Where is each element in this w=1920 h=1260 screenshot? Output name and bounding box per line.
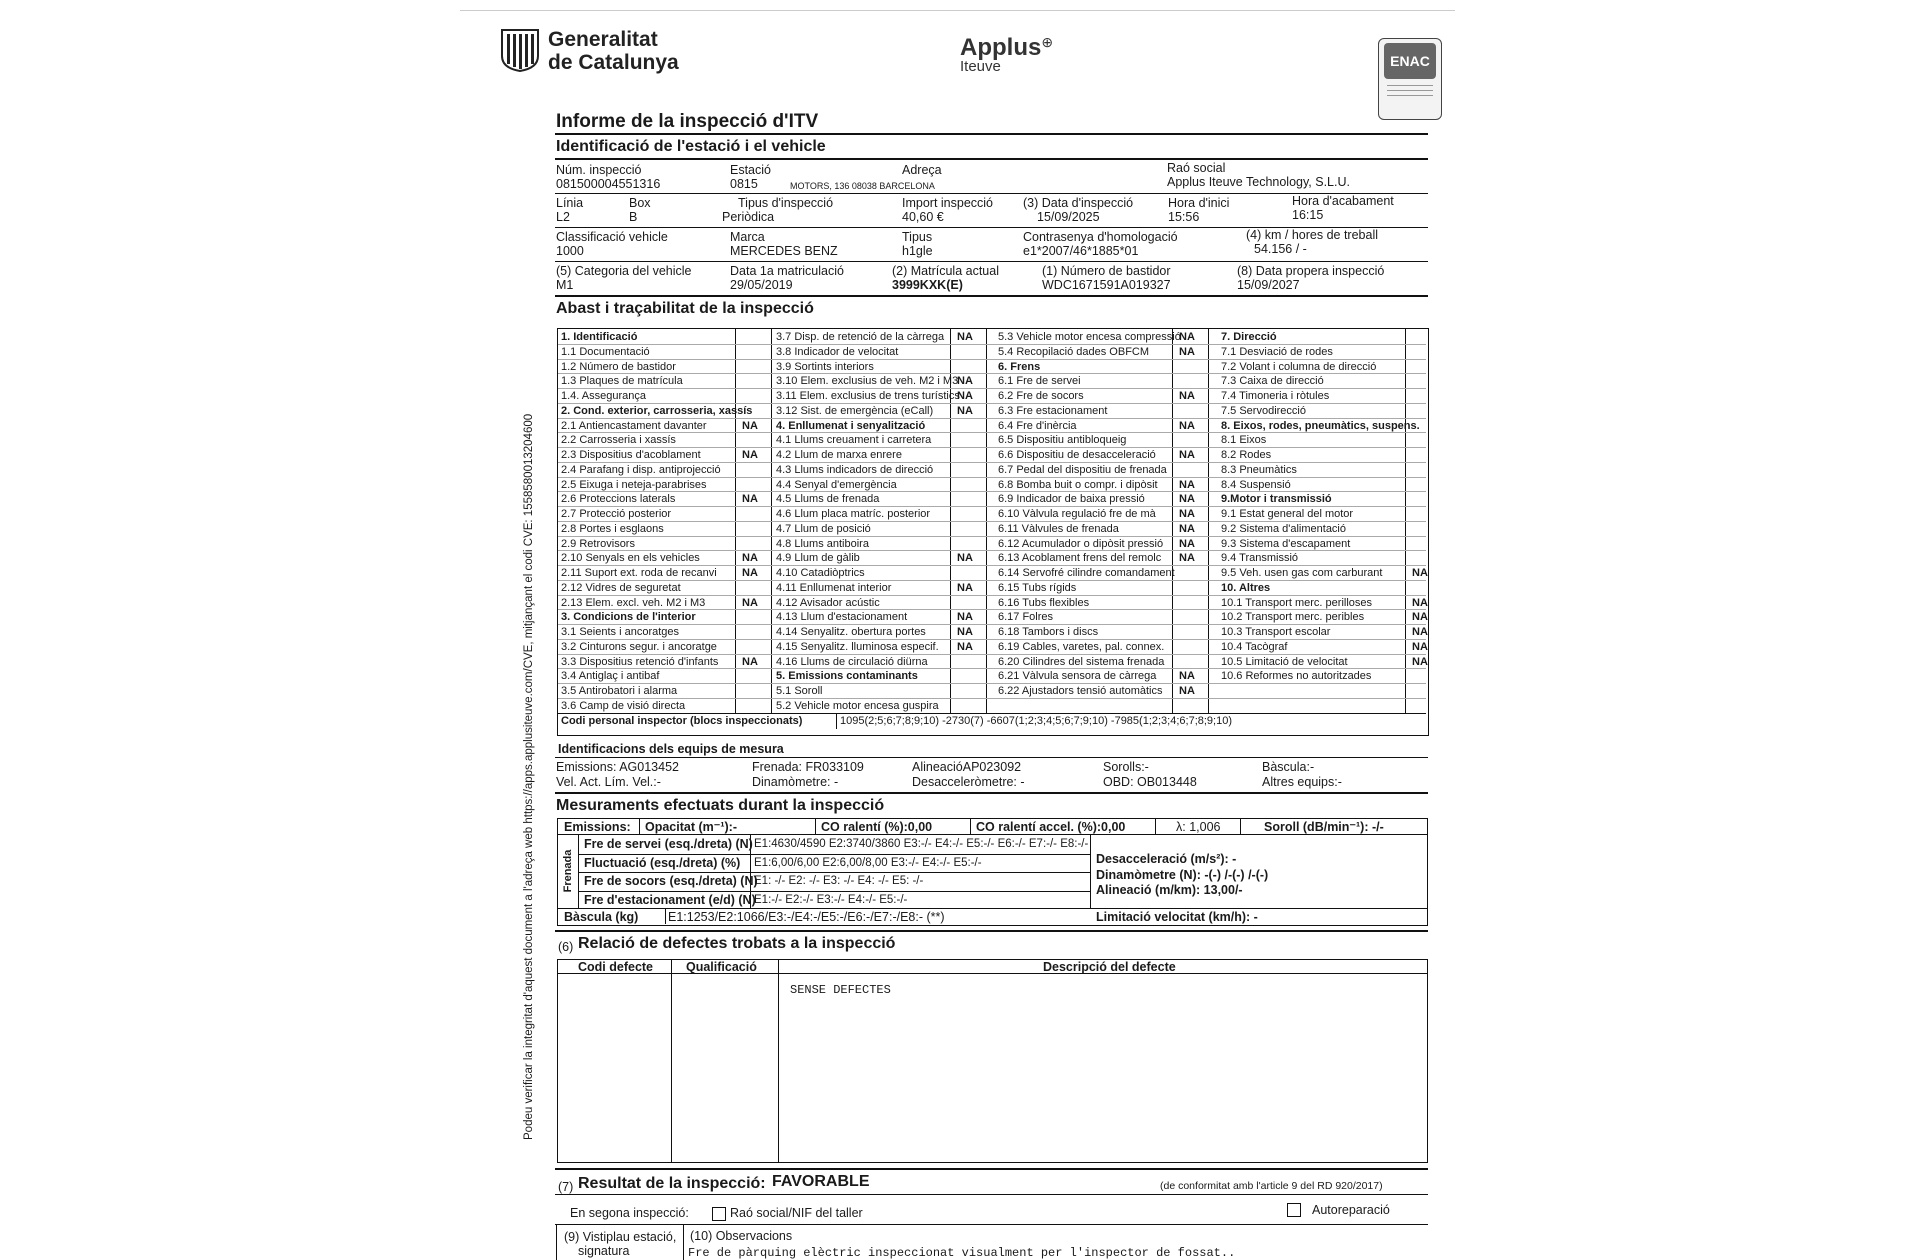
- mes-alineacio: Alineació (m/km): 13,00/-: [1096, 883, 1243, 897]
- tipus-vehicle-value: h1gle: [902, 244, 933, 258]
- abast-item: 3.11 Elem. exclusius de trens turístics: [776, 390, 960, 402]
- classificacio-value: 1000: [556, 244, 584, 258]
- abast-na-cell: NA: [957, 626, 973, 638]
- abast-na-cell: NA: [1412, 596, 1428, 609]
- abast-item: 2.5 Eixuga i neteja-parabrises: [561, 478, 707, 491]
- abast-na-cell: NA: [1179, 685, 1195, 697]
- abast-item: 6.11 Vàlvules de frenada: [998, 522, 1119, 535]
- abast-item: 4.3 Llums indicadors de direcció: [776, 463, 934, 476]
- equip-bascula: Bàscula:-: [1262, 760, 1315, 774]
- abast-item: 3. Condicions de l'interior: [561, 611, 696, 624]
- report-title: Informe de la inspecció d'ITV: [556, 111, 819, 132]
- mes-desacceleracio: Desacceleració (m/s²): -: [1096, 852, 1237, 866]
- abast-na-cell: NA: [742, 493, 758, 506]
- abast-item: 4.8 Llums antiboira: [776, 537, 869, 550]
- abast-item: 4. Enllumenat i senyalització: [776, 419, 926, 432]
- generalitat-emblem-icon: [500, 28, 540, 72]
- equip-dinamometre: Dinamòmetre: -: [752, 775, 839, 789]
- box-label: Box: [629, 196, 651, 210]
- abast-item: 4.15 Senyalitz. lluminosa especif.: [776, 640, 939, 653]
- equip-emissions: Emissions: AG013452: [556, 760, 679, 774]
- homologacio-value: e1*2007/46*1885*01: [1023, 244, 1139, 258]
- bastidor-label: (1) Número de bastidor: [1042, 264, 1171, 278]
- adreca-value: MOTORS, 136 08038 BARCELONA: [790, 181, 935, 191]
- abast-item: 3.10 Elem. exclusius de veh. M2 i M3: [776, 375, 959, 388]
- autoreparacio-label: Autoreparació: [1312, 1203, 1390, 1217]
- tipus-inspeccio-label: Tipus d'inspecció: [738, 196, 834, 210]
- resultat-label: Resultat de la inspecció:: [578, 1175, 766, 1192]
- equip-obd: OBD: OB013448: [1103, 775, 1197, 789]
- abast-item: 10.4 Tacògraf: [1221, 640, 1288, 653]
- abast-item: 4.16 Llums de circulació diürna: [776, 655, 928, 668]
- categoria-label: (5) Categoria del vehicle: [556, 264, 692, 278]
- abast-item: 3.7 Disp. de retenció de la càrrega: [776, 331, 945, 343]
- data-inspeccio-value: 15/09/2025: [1037, 210, 1100, 224]
- abast-item: 8. Eixos, rodes, pneumàtics, suspens.: [1221, 419, 1420, 432]
- abast-item: 3.3 Dispositius retenció d'infants: [561, 655, 719, 668]
- abast-na-cell: NA: [1179, 508, 1195, 520]
- abast-item: 5.2 Vehicle motor encesa guspira: [776, 699, 939, 712]
- abast-item: 8.1 Eixos: [1221, 434, 1267, 447]
- abast-item: 10.2 Transport merc. peribles: [1221, 611, 1365, 624]
- defectes-num: (6): [558, 940, 574, 954]
- abast-item: 9.5 Veh. usen gas com carburant: [1221, 567, 1383, 579]
- abast-item: 9.3 Sistema d'escapament: [1221, 537, 1351, 550]
- applus-plus-icon: ⊕: [1041, 34, 1054, 50]
- abast-item: 2.3 Dispositius d'acoblament: [561, 449, 701, 461]
- import-value: 40,60 €: [902, 210, 944, 224]
- abast-item: 6.4 Fre d'inèrcia: [998, 419, 1077, 432]
- enac-seal-icon: ENAC: [1384, 43, 1436, 79]
- frenada-row-value: E1:6,00/6,00 E2:6,00/8,00 E3:-/- E4:-/- E5:-/-: [754, 856, 982, 869]
- abast-item: 4.10 Catadiòptrics: [776, 567, 865, 579]
- signatura-label: signatura: [578, 1244, 630, 1258]
- frenada-row-label: Fre de socors (esq./dreta) (N): [584, 874, 758, 888]
- vistiplau-label: (9) Vistiplau estació,: [564, 1230, 677, 1244]
- abast-item: 6.14 Servofré cilindre comandament: [998, 567, 1175, 579]
- rao-nif-taller-label: Raó social/NIF del taller: [730, 1206, 863, 1220]
- num-inspeccio-label: Núm. inspecció: [556, 163, 642, 177]
- abast-item: 3.8 Indicador de velocitat: [776, 345, 899, 358]
- defectes-section-title: Relació de defectes trobats a la inspecció: [578, 935, 896, 952]
- resultat-num: (7): [558, 1180, 574, 1194]
- abast-item: 5.1 Soroll: [776, 685, 823, 697]
- mes-lambda: λ: 1,006: [1176, 820, 1221, 834]
- abast-na-cell: NA: [742, 596, 758, 609]
- abast-item: 1. Identificació: [561, 331, 638, 343]
- defecte-text: SENSE DEFECTES: [790, 983, 891, 997]
- abast-item: 6.5 Dispositiu antibloqueig: [998, 434, 1127, 447]
- abast-na-cell: NA: [1179, 449, 1195, 461]
- abast-na-cell: NA: [957, 581, 973, 594]
- matricula-label: (2) Matrícula actual: [892, 264, 999, 278]
- abast-item: 4.11 Enllumenat interior: [776, 581, 892, 594]
- equip-sorolls: Sorolls:-: [1103, 760, 1149, 774]
- abast-item: 6.12 Acumulador o dipòsit pressió: [998, 537, 1164, 550]
- observacions-label: (10) Observacions: [690, 1229, 793, 1243]
- observacions-text: Fre de pàrquing elèctric inspeccionat visualment per l'inspector de fossat..: [688, 1246, 1236, 1260]
- abast-item: 2.13 Elem. excl. veh. M2 i M3: [561, 596, 706, 609]
- abast-item: 3.2 Cinturons segur. i ancoratge: [561, 640, 717, 653]
- abast-item: 4.2 Llum de marxa enrere: [776, 449, 902, 461]
- abast-item: 6.2 Fre de socors: [998, 390, 1084, 402]
- segona-inspeccio-label: En segona inspecció:: [570, 1206, 689, 1220]
- abast-item: 4.12 Avisador acústic: [776, 596, 880, 609]
- abast-na-cell: NA: [742, 552, 758, 565]
- homologacio-label: Contrasenya d'homologació: [1023, 230, 1178, 244]
- bastidor-value: WDC1671591A019327: [1042, 278, 1171, 292]
- col-codi-defecte: Codi defecte: [578, 960, 654, 974]
- generalitat-line1: Generalitat: [548, 28, 658, 51]
- abast-na-cell: NA: [1412, 567, 1428, 579]
- equip-vel: Vel. Act. Lím. Vel.:-: [556, 775, 661, 789]
- km-value: 54.156 / -: [1254, 242, 1307, 256]
- abast-item: 2.8 Portes i esglaons: [561, 522, 664, 535]
- frenada-row-label: Fre d'estacionament (e/d) (N): [584, 892, 756, 907]
- resultat-value: FAVORABLE: [772, 1173, 870, 1190]
- abast-na-cell: NA: [1412, 611, 1428, 624]
- abast-na-cell: NA: [1179, 522, 1195, 535]
- ident-section-title: Identificació de l'estació i el vehicle: [556, 138, 826, 155]
- abast-na-cell: NA: [1179, 552, 1195, 565]
- mesures-section-title: Mesuraments efectuats durant la inspecció: [556, 797, 885, 814]
- abast-item: 4.14 Senyalitz. obertura portes: [776, 626, 926, 638]
- abast-item: 4.6 Llum placa matríc. posterior: [776, 508, 931, 520]
- abast-item: 2.7 Protecció posterior: [561, 508, 672, 520]
- codi-inspector-value: 1095(2;5;6;7;8;9;10) -2730(7) -6607(1;2;3;4;5;6;7;9;10) -7985(1;2;3;4;6;7;8;9;10): [840, 714, 1232, 727]
- abast-na-cell: NA: [1179, 478, 1195, 491]
- resultat-conformitat: (de conformitat amb l'article 9 del RD 920/2017): [1160, 1180, 1383, 1192]
- abast-item: 3.9 Sortints interiors: [776, 360, 874, 373]
- col-descripcio: Descripció del defecte: [1043, 960, 1176, 974]
- enac-logo: [1378, 38, 1442, 120]
- abast-item: 6.22 Ajustadors tensió automàtics: [998, 685, 1163, 697]
- data-matriculacio-label: Data 1a matriculació: [730, 264, 844, 278]
- abast-item: 6.16 Tubs flexibles: [998, 596, 1090, 609]
- col-qualificacio: Qualificació: [686, 960, 757, 974]
- abast-item: 5. Emissions contaminants: [776, 670, 918, 683]
- abast-item: 6.8 Bomba buit o compr. i dipòsit: [998, 478, 1158, 491]
- equip-alineacio: AlineacióAP023092: [912, 760, 1022, 774]
- abast-item: 2. Cond. exterior, carrosseria, xassís: [561, 404, 753, 417]
- abast-na-cell: NA: [1179, 493, 1195, 506]
- abast-na-cell: NA: [742, 655, 758, 668]
- abast-item: 2.1 Antiencastament davanter: [561, 419, 707, 432]
- defectes-table: [557, 959, 1428, 1163]
- abast-item: 2.11 Suport ext. roda de recanvi: [561, 567, 717, 579]
- equip-altres: Altres equips:-: [1262, 775, 1342, 789]
- abast-na-cell: NA: [1412, 626, 1428, 638]
- linia-value: L2: [556, 210, 570, 224]
- abast-na-cell: NA: [957, 375, 973, 388]
- abast-item: 6.10 Vàlvula regulació fre de mà: [998, 508, 1156, 520]
- mes-co-accel: CO ralentí accel. (%):0,00: [976, 820, 1126, 834]
- abast-item: 9.2 Sistema d'alimentació: [1221, 522, 1346, 535]
- matricula-value: 3999KXK(E): [892, 278, 963, 292]
- adreca-label: Adreça: [902, 163, 942, 177]
- data-inspeccio-label: (3) Data d'inspecció: [1023, 196, 1134, 210]
- data-matriculacio-value: 29/05/2019: [730, 278, 793, 292]
- abast-item: 3.5 Antirobatori i alarma: [561, 685, 678, 697]
- abast-item: 6. Frens: [998, 360, 1041, 373]
- frenada-row-label: Fluctuació (esq./dreta) (%): [584, 855, 741, 870]
- abast-item: 2.9 Retrovisors: [561, 537, 635, 550]
- abast-item: 6.20 Cilindres del sistema frenada: [998, 655, 1165, 668]
- equips-section-title: Identificacions dels equips de mesura: [558, 742, 784, 756]
- linia-label: Línia: [556, 196, 584, 210]
- generalitat-name: [548, 28, 679, 74]
- abast-item: 4.9 Llum de gàlib: [776, 552, 860, 565]
- autoreparacio-checkbox[interactable]: [1287, 1203, 1301, 1217]
- abast-item: 7. Direcció: [1221, 331, 1277, 343]
- frenada-row-value: E1:-/- E2:-/- E3:-/- E4:-/- E5:-/-: [754, 893, 908, 906]
- mes-dinamometre: Dinamòmetre (N): -(-) /-(-) /-(-): [1096, 868, 1269, 882]
- abast-item: 4.13 Llum d'estacionament: [776, 611, 908, 624]
- abast-na-cell: NA: [1179, 390, 1195, 402]
- mes-co-ralenti: CO ralentí (%):0,00: [821, 820, 933, 834]
- import-label: Import inspecció: [902, 196, 994, 210]
- abast-item: 8.4 Suspensió: [1221, 478, 1291, 491]
- abast-item: 10.6 Reformes no autoritzades: [1221, 670, 1372, 683]
- abast-item: 6.19 Cables, varetes, pal. connex.: [998, 640, 1165, 653]
- frenada-row-value: E1: -/- E2: -/- E3: -/- E4: -/- E5: -/-: [754, 875, 924, 887]
- abast-item: 10.1 Transport merc. perilloses: [1221, 596, 1373, 609]
- mes-bascula-value: E1:1253/E2:1066/E3:-/E4:-/E5:-/E6:-/E7:-/E8:- (**): [668, 910, 945, 924]
- abast-item: 1.1 Documentació: [561, 345, 650, 358]
- abast-na-cell: NA: [1179, 331, 1195, 343]
- abast-na-cell: NA: [957, 552, 973, 565]
- abast-item: 1.3 Plaques de matrícula: [561, 375, 683, 388]
- generalitat-line2: de Catalunya: [548, 51, 679, 74]
- abast-grid: [557, 328, 1429, 736]
- abast-na-cell: NA: [957, 331, 973, 343]
- cve-verification-text: Podeu verificar la integritat d'aquest document a l'adreça web https://apps.applusiteuve.com/CVE, mitjançant el codi CVE: 1558580013204600: [523, 413, 535, 1140]
- box-value: B: [629, 210, 638, 224]
- applus-sub: Iteuve: [960, 58, 1001, 75]
- estacio-value: 0815: [730, 177, 758, 191]
- abast-na-cell: NA: [1412, 640, 1428, 653]
- abast-item: 2.4 Parafang i disp. antiprojecció: [561, 463, 721, 476]
- generalitat-logo: [500, 28, 540, 72]
- frenada-vertical-label: Frenada: [562, 849, 574, 893]
- abast-item: 7.2 Volant i columna de direcció: [1221, 360, 1377, 373]
- mes-bascula-label: Bàscula (kg): [564, 910, 639, 924]
- abast-item: 7.5 Servodirecció: [1221, 404, 1306, 417]
- abast-na-cell: NA: [1412, 655, 1428, 668]
- abast-item: 8.3 Pneumàtics: [1221, 463, 1297, 476]
- equip-frenada: Frenada: FR033109: [752, 760, 864, 774]
- abast-item: 4.5 Llums de frenada: [776, 493, 880, 506]
- classificacio-label: Classificació vehicle: [556, 230, 668, 244]
- abast-item: 2.2 Carrosseria i xassís: [561, 434, 676, 447]
- tipus-inspeccio-value: Periòdica: [722, 210, 775, 224]
- abast-item: 6.9 Indicador de baixa pressió: [998, 493, 1145, 506]
- rao-social-value: Applus Iteuve Technology, S.L.U.: [1167, 175, 1350, 189]
- mes-limitacio: Limitació velocitat (km/h): -: [1096, 910, 1258, 924]
- km-label: (4) km / hores de treball: [1246, 228, 1378, 242]
- abast-item: 6.1 Fre de servei: [998, 375, 1081, 388]
- abast-item: 10.3 Transport escolar: [1221, 626, 1331, 638]
- applus-brand: Applus: [960, 34, 1042, 61]
- frenada-row-value: E1:4630/4590 E2:3740/3860 E3:-/- E4:-/- E5:-/- E6:-/- E7:-/- E8:-/-: [754, 838, 1089, 850]
- hora-fi-label: Hora d'acabament: [1292, 194, 1394, 208]
- abast-na-cell: NA: [1179, 419, 1195, 432]
- abast-na-cell: NA: [1179, 537, 1195, 550]
- abast-item: 7.1 Desviació de rodes: [1221, 345, 1333, 358]
- abast-item: 6.18 Tambors i discs: [998, 626, 1099, 638]
- frenada-row-label: Fre de servei (esq./dreta) (N): [584, 837, 753, 851]
- abast-item: 6.3 Fre estacionament: [998, 404, 1108, 417]
- abast-item: 4.1 Llums creuament i carretera: [776, 434, 932, 447]
- propera-inspeccio-value: 15/09/2027: [1237, 278, 1300, 292]
- abast-item: 3.4 Antiglaç i antibaf: [561, 670, 660, 683]
- abast-item: 10. Altres: [1221, 581, 1271, 594]
- mes-emissions-label: Emissions:: [564, 820, 631, 834]
- abast-item: 2.6 Proteccions laterals: [561, 493, 676, 506]
- abast-section-title: Abast i traçabilitat de la inspecció: [556, 300, 814, 317]
- abast-item: 5.3 Vehicle motor encesa compressió: [998, 331, 1181, 343]
- abast-item: 7.3 Caixa de direcció: [1221, 375, 1324, 388]
- abast-item: 9.4 Transmissió: [1221, 552, 1299, 565]
- tipus-vehicle-label: Tipus: [902, 230, 933, 244]
- abast-item: 2.12 Vidres de seguretat: [561, 581, 681, 594]
- abast-item: 6.6 Dispositiu de desacceleració: [998, 449, 1156, 461]
- abast-na-cell: NA: [742, 449, 758, 461]
- mes-opacitat: Opacitat (m⁻¹):-: [645, 820, 738, 834]
- hora-fi-value: 16:15: [1292, 208, 1324, 222]
- abast-item: 9.1 Estat general del motor: [1221, 508, 1354, 520]
- abast-na-cell: NA: [742, 419, 758, 432]
- abast-item: 3.6 Camp de visió directa: [561, 699, 686, 712]
- abast-item: 3.12 Sist. de emergència (eCall): [776, 404, 934, 417]
- abast-item: 4.4 Senyal d'emergència: [776, 478, 897, 491]
- abast-na-cell: NA: [957, 611, 973, 624]
- hora-inici-label: Hora d'inici: [1168, 196, 1230, 210]
- abast-na-cell: NA: [957, 404, 973, 417]
- abast-item: 2.10 Senyals en els vehicles: [561, 552, 700, 565]
- abast-item: 6.17 Folres: [998, 611, 1054, 624]
- codi-inspector-label: Codi personal inspector (blocs inspeccionats): [561, 714, 803, 727]
- abast-item: 5.4 Recopilació dades OBFCM: [998, 345, 1150, 358]
- equip-desacc: Desacceleròmetre: -: [912, 775, 1025, 789]
- rao-social-label: Raó social: [1167, 161, 1226, 175]
- segona-inspeccio-checkbox[interactable]: [712, 1207, 726, 1221]
- abast-item: 10.5 Limitació de velocitat: [1221, 655, 1348, 668]
- abast-item: 1.4. Assegurança: [561, 390, 647, 402]
- abast-item: 4.7 Llum de posició: [776, 522, 871, 535]
- abast-item: 1.2 Número de bastidor: [561, 360, 676, 373]
- abast-item: 6.15 Tubs rígids: [998, 581, 1077, 594]
- applus-logo: [960, 34, 1053, 75]
- abast-item: 9.Motor i transmissió: [1221, 493, 1332, 506]
- estacio-label: Estació: [730, 163, 771, 177]
- marca-label: Marca: [730, 230, 765, 244]
- abast-na-cell: NA: [1179, 345, 1195, 358]
- abast-na-cell: NA: [742, 567, 758, 579]
- marca-value: MERCEDES BENZ: [730, 244, 838, 258]
- abast-item: 8.2 Rodes: [1221, 449, 1272, 461]
- abast-na-cell: NA: [1179, 670, 1195, 683]
- abast-item: 3.1 Seients i ancoratges: [561, 626, 680, 638]
- categoria-value: M1: [556, 278, 574, 292]
- mes-soroll: Soroll (dB/min⁻¹): -/-: [1264, 820, 1384, 834]
- abast-na-cell: NA: [957, 390, 973, 402]
- abast-item: 6.13 Acoblament frens del remolc: [998, 552, 1162, 565]
- abast-item: 6.21 Vàlvula sensora de càrrega: [998, 670, 1157, 683]
- num-inspeccio-value: 081500004551316: [556, 177, 661, 191]
- hora-inici-value: 15:56: [1168, 210, 1200, 224]
- abast-item: 6.7 Pedal del dispositiu de frenada: [998, 463, 1167, 476]
- propera-inspeccio-label: (8) Data propera inspecció: [1237, 264, 1385, 278]
- abast-item: 7.4 Timoneria i ròtules: [1221, 390, 1330, 402]
- itv-report: [460, 10, 1455, 1260]
- abast-na-cell: NA: [957, 640, 973, 653]
